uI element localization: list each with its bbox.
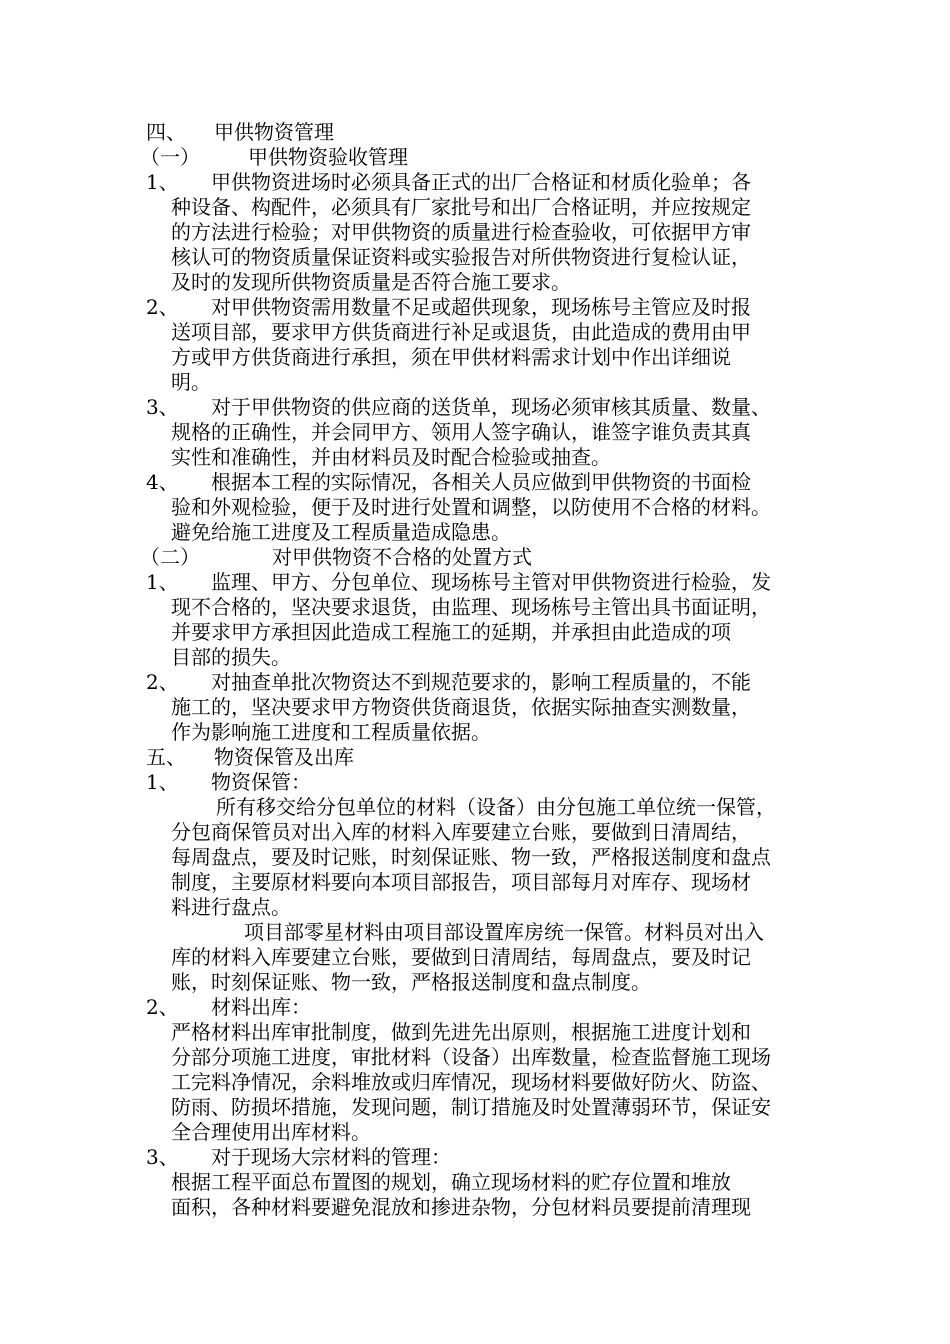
subsection-heading-4-1	[0, 145, 950, 170]
paragraph-text: 全合理使用出库材料。	[171, 1120, 371, 1144]
section-number: 四、	[146, 120, 186, 144]
item-number: 1、	[146, 570, 179, 594]
list-item	[0, 170, 950, 195]
item-number: 2、	[146, 295, 179, 319]
item-title: 物资保管：	[211, 770, 311, 794]
item-text: 方或甲方供货商进行承担，须在甲供材料需求计划中作出详细说	[171, 345, 731, 369]
list-item	[0, 670, 950, 695]
subsection-title: 对甲供物资不合格的处置方式	[272, 545, 532, 569]
item-number: 1、	[146, 170, 179, 194]
item-text: 实性和准确性，并由材料员及时配合检验或抽查。	[171, 445, 611, 469]
item-text: 及时的发现所供物资质量是否符合施工要求。	[171, 270, 571, 294]
paragraph-text: 根据工程平面总布置图的规划，确立现场材料的贮存位置和堆放	[171, 1170, 731, 1194]
item-text: 现不合格的，坚决要求退货，由监理、现场栋号主管出具书面证明，	[171, 595, 771, 619]
item-title: 对于现场大宗材料的管理：	[211, 1145, 451, 1169]
list-item	[0, 570, 950, 595]
paragraph-text: 所有移交给分包单位的材料（设备）由分包施工单位统一保管，	[216, 795, 776, 819]
paragraph-text: 项目部零星材料由项目部设置库房统一保管。材料员对出入	[244, 920, 764, 944]
item-text: 核认可的物资质量保证资料或实验报告对所供物资进行复检认证，	[171, 245, 751, 269]
item-text: 明。	[171, 370, 211, 394]
item-number: 4、	[146, 470, 179, 494]
section-title: 物资保管及出库	[214, 745, 354, 769]
section-title: 甲供物资管理	[214, 120, 334, 144]
item-number: 3、	[146, 1145, 179, 1169]
item-text: 送项目部，要求甲方供货商进行补足或退货，由此造成的费用由甲	[171, 320, 751, 344]
item-number: 2、	[146, 670, 179, 694]
list-item	[0, 470, 950, 495]
subsection-heading-4-2	[0, 545, 950, 570]
paragraph-text: 防雨、防损坏措施，发现问题，制订措施及时处置薄弱环节，保证安	[171, 1095, 771, 1119]
paragraph-text: 制度，主要原材料要向本项目部报告，项目部每月对库存、现场材	[171, 870, 751, 894]
list-item	[0, 995, 950, 1020]
item-number: 3、	[146, 395, 179, 419]
subsection-title: 甲供物资验收管理	[248, 145, 408, 169]
item-text: 避免给施工进度及工程质量造成隐患。	[171, 520, 511, 544]
list-item	[0, 295, 950, 320]
paragraph-text: 严格材料出库审批制度，做到先进先出原则，根据施工进度计划和	[171, 1020, 751, 1044]
item-text: 的方法进行检验；对甲供物资的质量进行检查验收，可依据甲方审	[171, 220, 751, 244]
item-text: 监理、甲方、分包单位、现场栋号主管对甲供物资进行检验，发	[211, 570, 771, 594]
paragraph-text: 工完料净情况，余料堆放或归库情况，现场材料要做好防火、防盗、	[171, 1070, 771, 1094]
list-item	[0, 1145, 950, 1170]
paragraph-text: 面积，各种材料要避免混放和掺进杂物，分包材料员要提前清理现	[171, 1195, 751, 1219]
item-text: 种设备、构配件，必须具有厂家批号和出厂合格证明，并应按规定	[171, 195, 751, 219]
subsection-number: （二）	[140, 545, 200, 569]
list-item	[0, 770, 950, 795]
section-heading-5	[0, 745, 950, 770]
section-number: 五、	[146, 745, 186, 769]
item-text: 验和外观检验，便于及时进行处置和调整，以防使用不合格的材料。	[171, 495, 771, 519]
item-number: 2、	[146, 995, 179, 1019]
paragraph-text: 分部分项施工进度，审批材料（设备）出库数量，检查监督施工现场	[171, 1045, 771, 1069]
paragraph-text: 每周盘点，要及时记账，时刻保证账、物一致，严格报送制度和盘点	[171, 845, 771, 869]
document-page	[0, 120, 950, 1220]
subsection-number: （一）	[140, 145, 200, 169]
item-text: 对于甲供物资的供应商的送货单，现场必须审核其质量、数量、	[211, 395, 771, 419]
item-text: 甲供物资进场时必须具备正式的出厂合格证和材质化验单；各	[211, 170, 751, 194]
paragraph-text: 分包商保管员对出入库的材料入库要建立台账，要做到日清周结，	[171, 820, 751, 844]
item-text: 施工的，坚决要求甲方物资供货商退货，依据实际抽查实测数量，	[171, 695, 751, 719]
item-text: 根据本工程的实际情况，各相关人员应做到甲供物资的书面检	[211, 470, 751, 494]
item-text: 作为影响施工进度和工程质量依据。	[171, 720, 491, 744]
item-title: 材料出库：	[211, 995, 311, 1019]
item-text: 规格的正确性，并会同甲方、领用人签字确认，谁签字谁负责其真	[171, 420, 751, 444]
item-text: 目部的损失。	[171, 645, 291, 669]
paragraph-text: 库的材料入库要建立台账，要做到日清周结，每周盘点，要及时记	[171, 945, 751, 969]
list-item	[0, 395, 950, 420]
item-text: 对甲供物资需用数量不足或超供现象，现场栋号主管应及时报	[211, 295, 751, 319]
paragraph-text: 料进行盘点。	[171, 895, 291, 919]
section-heading-4	[0, 120, 950, 145]
item-text: 并要求甲方承担因此造成工程施工的延期，并承担由此造成的项	[171, 620, 731, 644]
paragraph-text: 账，时刻保证账、物一致，严格报送制度和盘点制度。	[171, 970, 651, 994]
item-number: 1、	[146, 770, 179, 794]
item-text: 对抽查单批次物资达不到规范要求的，影响工程质量的，不能	[211, 670, 751, 694]
